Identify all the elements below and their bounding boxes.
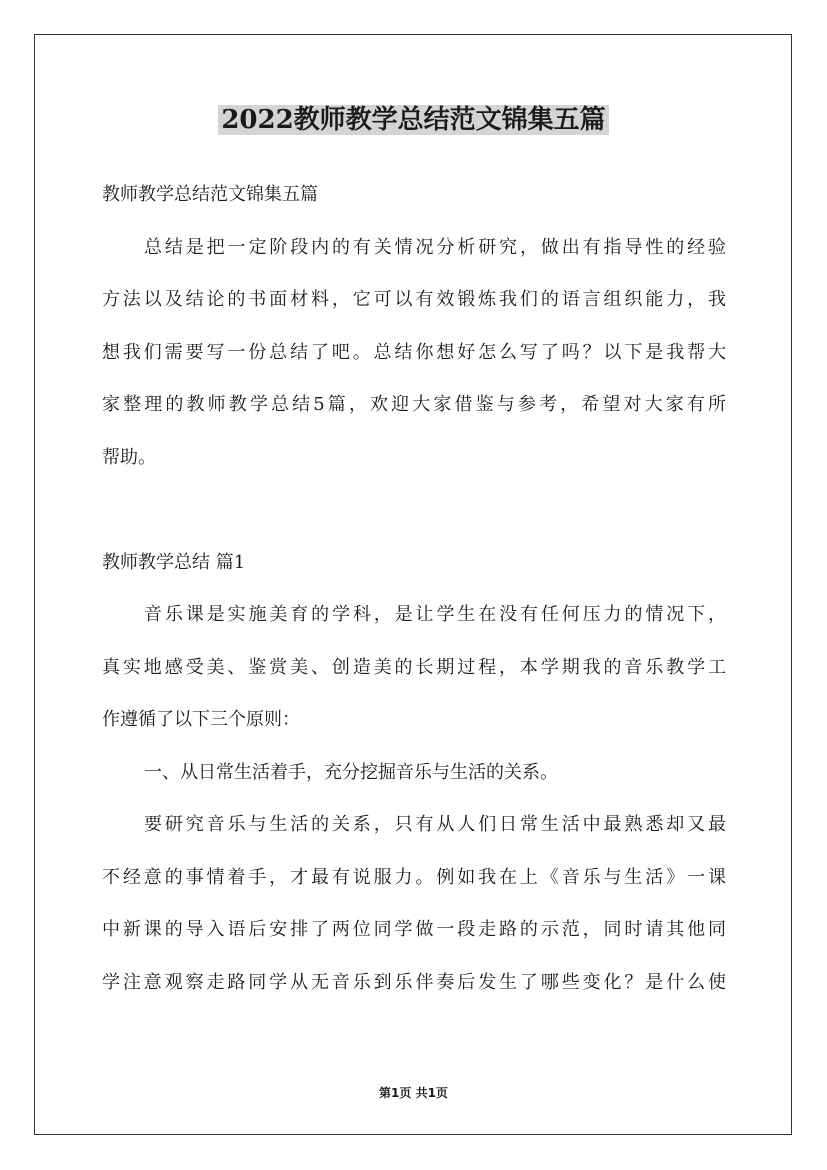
document-title bbox=[0, 100, 827, 140]
paragraph-line: 音乐课是实施美育的学科，是让学生在没有任何压力的情况下， bbox=[144, 604, 726, 625]
paragraph-line: 总结是把一定阶段内的有关情况分析研究，做出有指导性的经验 bbox=[144, 236, 726, 258]
section-heading: 教师教学总结 篇1 bbox=[102, 551, 246, 573]
document-title-text: 2022教师教学总结范文锦集五篇 bbox=[218, 105, 608, 135]
paragraph-line: 帮助。 bbox=[102, 446, 156, 468]
paragraph-line: 中新课的导入语后安排了两位同学做一段走路的示范，同时请其他同 bbox=[102, 919, 726, 940]
paragraph-line: 想我们需要写一份总结了吧。总结你想好怎么写了吗？以下是我帮大 bbox=[102, 341, 726, 363]
paragraph-line: 真实地感受美、鉴赏美、创造美的长期过程，本学期我的音乐教学工 bbox=[102, 656, 726, 678]
document-body bbox=[102, 172, 726, 1012]
subtitle: 教师教学总结范文锦集五篇 bbox=[102, 184, 318, 205]
paragraph-line: 方法以及结论的书面材料，它可以有效锻炼我们的语言组织能力，我 bbox=[102, 289, 726, 310]
paragraph-line: 要研究音乐与生活的关系，只有从人们日常生活中最熟悉却又最 bbox=[144, 814, 726, 835]
paragraph-line: 学注意观察走路同学从无音乐到乐伴奏后发生了哪些变化？是什么使 bbox=[102, 971, 726, 993]
blank-line bbox=[102, 487, 726, 540]
page-footer bbox=[0, 1084, 827, 1102]
paragraph-line: 不经意的事情着手，才最有说服力。例如我在上《音乐与生活》一课 bbox=[102, 866, 726, 888]
principle-heading: 一、从日常生活着手，充分挖掘音乐与生活的关系。 bbox=[144, 761, 558, 783]
paragraph-line: 家整理的教师教学总结5篇，欢迎大家借鉴与参考，希望对大家有所 bbox=[102, 394, 726, 415]
paragraph-line: 作遵循了以下三个原则： bbox=[102, 709, 300, 730]
page-indicator: 第1页 共1页 bbox=[379, 1086, 448, 1100]
